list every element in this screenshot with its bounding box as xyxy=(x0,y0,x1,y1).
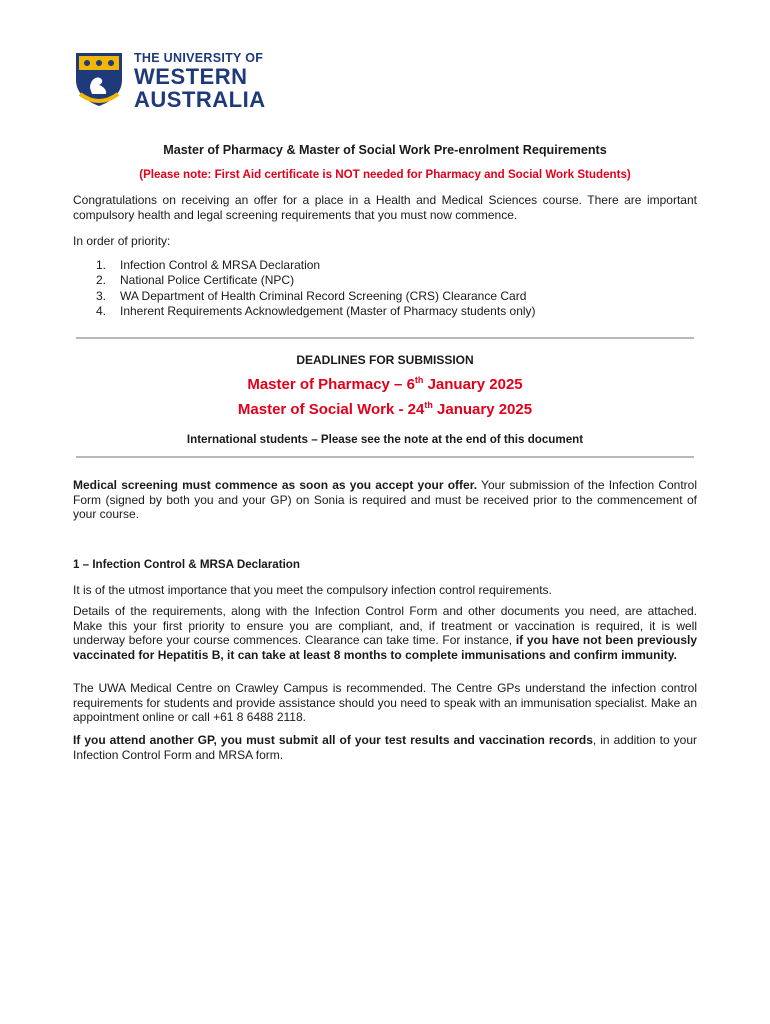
document-title: Master of Pharmacy & Master of Social Work Pre-enrolment Requirements xyxy=(163,143,607,157)
list-item: 4. Inherent Requirements Acknowledgement (Master of Pharmacy students only) xyxy=(96,304,536,319)
divider xyxy=(76,456,694,458)
section-1-paragraph-3: The UWA Medical Centre on Crawley Campus is recommended. The Centre GPs understand the infection control requirements for students and provide assistance should you need to speak with an immunisation specialist. Make an appointment online or call +61 8 6488 2118. xyxy=(73,681,697,724)
list-item: 3. WA Department of Health Criminal Record Screening (CRS) Clearance Card xyxy=(96,288,527,303)
divider xyxy=(76,337,694,339)
pharmacy-deadline: Master of Pharmacy – 6th January 2025 xyxy=(247,375,523,393)
priority-label: In order of priority: xyxy=(73,234,171,248)
university-crest-icon xyxy=(72,50,126,108)
priority-list xyxy=(96,258,536,320)
logo-line-1: THE UNIVERSITY OF xyxy=(134,51,264,65)
section-1-paragraph-4: If you attend another GP, you must submit all of your test results and vaccination records, in addition to your Infection Control Form and MRSA form. xyxy=(73,733,697,762)
logo-wordmark xyxy=(134,52,266,111)
deadlines-heading: DEADLINES FOR SUBMISSION xyxy=(296,353,474,367)
section-1-paragraph-1: It is of the utmost importance that you meet the compulsory infection control requirements. xyxy=(73,583,552,597)
screening-paragraph: Medical screening must commence as soon as you accept your offer. Your submission of the Infection Control Form (signed by both you and your GP) on Sonia is required and must be received prior to the commencement of your course. xyxy=(73,478,698,521)
first-aid-note: (Please note: First Aid certificate is NOT needed for Pharmacy and Social Work Students) xyxy=(139,168,631,181)
section-1-paragraph-2: Details of the requirements, along with the Infection Control Form and other documents you need, are attached. Make this your first priority to ensure you are compliant, and, if treatment or vaccination is required, it is well underway before your course commences. Clearance can take time. For instance, if you have not been previously vaccinated for Hepatitis B, it can take at least 8 months to complete immunisations and confirm immunity. xyxy=(73,604,697,662)
international-note: International students – Please see the note at the end of this document xyxy=(186,433,584,446)
section-1-heading: 1 – Infection Control & MRSA Declaration xyxy=(73,558,300,571)
intro-paragraph: Congratulations on receiving an offer for a place in a Health and Medical Sciences course. There are important compulsory health and legal screening requirements that you must now commence. xyxy=(73,193,697,222)
logo-line-2: WESTERN xyxy=(134,63,248,89)
list-item: 2. National Police Certificate (NPC) xyxy=(96,273,295,288)
university-logo xyxy=(72,50,266,112)
list-item: 1. Infection Control & MRSA Declaration xyxy=(96,258,321,272)
social-work-deadline: Master of Social Work - 24th January 2025 xyxy=(237,400,533,418)
logo-line-3: AUSTRALIA xyxy=(134,86,266,112)
